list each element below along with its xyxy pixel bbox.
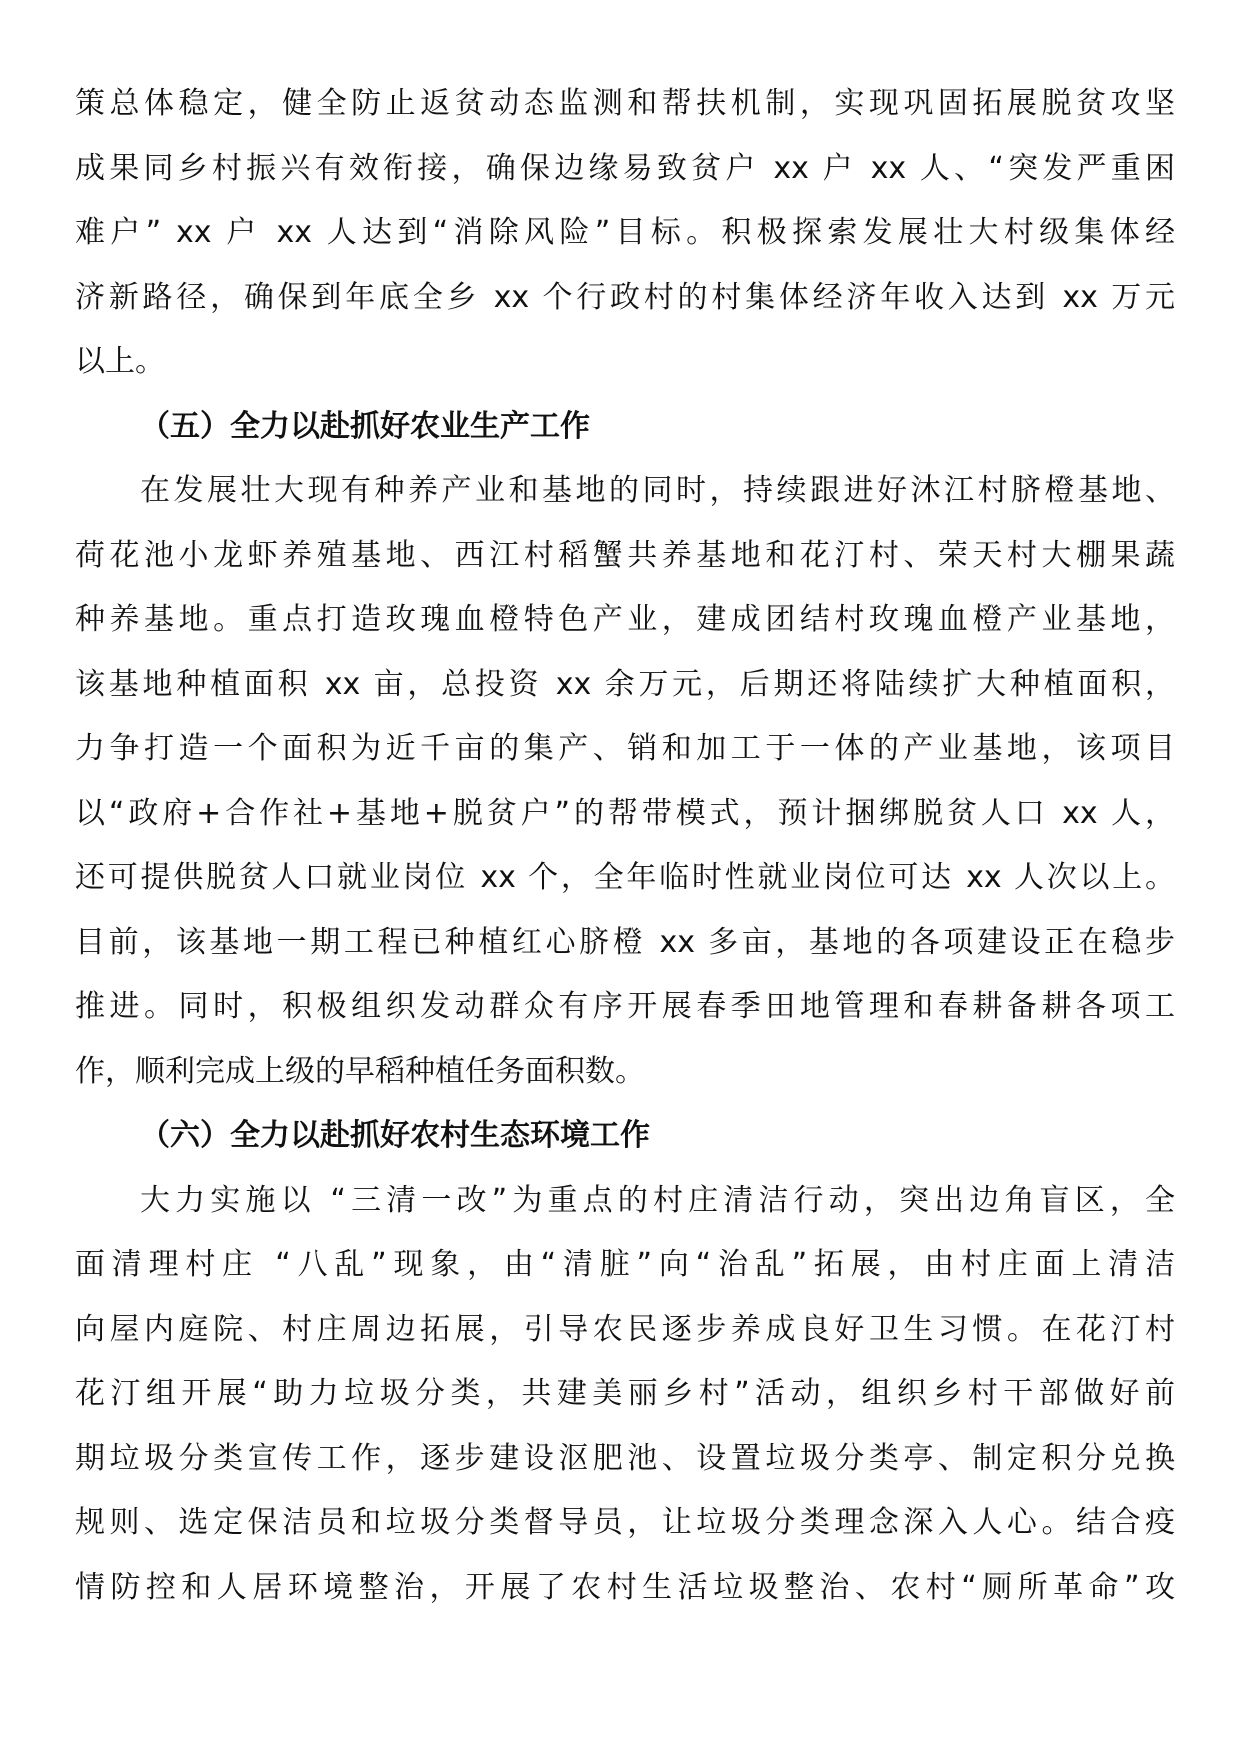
section-heading: （五）全力以赴抓好农业生产工作 [140,408,590,444]
paragraph-line: 策总体稳定，健全防止返贫动态监测和帮扶机制，实现巩固拓展脱贫攻坚 [75,86,1175,121]
paragraph-line: 以上。 [75,344,165,379]
paragraph-line: 花汀组开展“助力垃圾分类，共建美丽乡村”活动，组织乡村干部做好前 [75,1376,1175,1411]
paragraph-line: 难户” xx 户 xx 人达到“消除风险”目标。积极探索发展壮大村级集体经 [75,215,1175,250]
paragraph-line: 规则、选定保洁员和垃圾分类督导员，让垃圾分类理念深入人心。结合疫 [75,1505,1175,1540]
paragraph-line: 大力实施以 “三清一改”为重点的村庄清洁行动，突出边角盲区，全 [140,1182,1175,1218]
paragraph-line: 向屋内庭院、村庄周边拓展，引导农民逐步养成良好卫生习惯。在花汀村 [75,1311,1175,1347]
paragraph-line: 济新路径，确保到年底全乡 xx 个行政村的村集体经济年收入达到 xx 万元 [75,279,1175,315]
paragraph-line: 以“政府+合作社+基地+脱贫户”的帮带模式，预计捆绑脱贫人口 xx 人， [75,795,1175,831]
paragraph-line: 荷花池小龙虾养殖基地、西江村稻蟹共养基地和花汀村、荣天村大棚果蔬 [75,537,1175,573]
paragraph-line: 面清理村庄 “八乱”现象，由“清脏”向“治乱”拓展，由村庄面上清洁 [75,1247,1175,1282]
paragraph-line: 在发展壮大现有种养产业和基地的同时，持续跟进好沐江村脐橙基地、 [140,473,1175,508]
paragraph-line: 该基地种植面积 xx 亩，总投资 xx 余万元，后期还将陆续扩大种植面积， [75,666,1175,702]
section-heading: （六）全力以赴抓好农村生态环境工作 [140,1118,650,1153]
paragraph-line: 期垃圾分类宣传工作，逐步建设沤肥池、设置垃圾分类亭、制定积分兑换 [75,1440,1175,1476]
paragraph-line: 作，顺利完成上级的早稻种植任务面积数。 [75,1053,645,1089]
paragraph-line: 目前，该基地一期工程已种植红心脐橙 xx 多亩，基地的各项建设正在稳步 [75,924,1175,960]
paragraph-line: 情防控和人居环境整治，开展了农村生活垃圾整治、农村“厕所革命”攻 [75,1569,1175,1605]
paragraph-line: 成果同乡村振兴有效衔接，确保边缘易致贫户 xx 户 xx 人、“突发严重困 [75,150,1175,186]
document-page [75,72,1175,1620]
paragraph-line: 种养基地。重点打造玫瑰血橙特色产业，建成团结村玫瑰血橙产业基地， [75,602,1175,637]
paragraph-line: 力争打造一个面积为近千亩的集产、销和加工于一体的产业基地，该项目 [75,731,1175,766]
paragraph-line: 推进。同时，积极组织发动群众有序开展春季田地管理和春耕备耕各项工 [75,989,1175,1024]
paragraph-line: 还可提供脱贫人口就业岗位 xx 个，全年临时性就业岗位可达 xx 人次以上。 [75,860,1175,895]
